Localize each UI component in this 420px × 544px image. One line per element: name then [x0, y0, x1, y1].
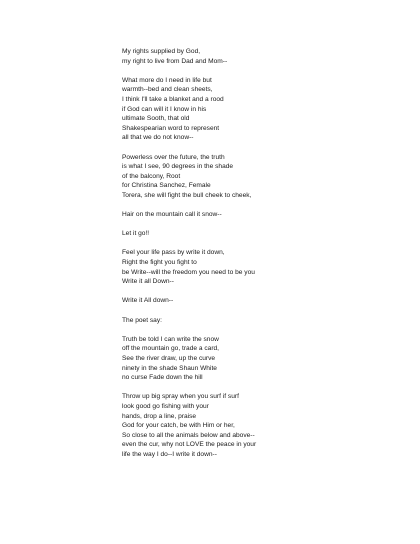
- stanza: [122, 392, 402, 459]
- poem-line: Feel your life pass by write it down,: [122, 249, 225, 257]
- stanza: [122, 229, 402, 239]
- poem-body: [122, 47, 402, 469]
- poem-line: I think I'll take a blanket and a rood: [122, 95, 224, 103]
- stanza: [122, 335, 402, 383]
- stanza: [122, 153, 402, 201]
- stanza: [122, 248, 402, 286]
- poem-line: My rights supplied by God,: [122, 48, 201, 55]
- poem-line: So close to all the animals below and above--: [122, 431, 255, 439]
- stanza: [122, 76, 402, 143]
- poem-line: Powerless over the future, the truth: [122, 153, 225, 161]
- poem-line: no curse Fade down the hill: [122, 374, 203, 382]
- poem-line: life the way I do--I write it down--: [122, 450, 217, 458]
- poem-line: if God can will it I know in his: [122, 105, 207, 113]
- poem-line: look good go fishing with your: [122, 402, 209, 410]
- poem-line: off the mountain go, trade a card,: [122, 345, 220, 353]
- stanza: [122, 296, 402, 306]
- poem-line: What more do I need in life but: [122, 76, 212, 84]
- poem-line: of the balcony, Root: [122, 172, 181, 180]
- poem-line: my right to live from Dad and Mom--: [122, 57, 228, 65]
- poem-line: ultimate Sooth, that old: [122, 115, 190, 123]
- poem-line: Torera, she will fight the bull cheek to cheek,: [122, 191, 252, 199]
- poem-line: be Write--will the freedom you need to be you: [122, 268, 255, 276]
- poem-line: God for your catch, be with Him or her,: [122, 422, 235, 430]
- poem-line: for Christina Sanchez, Female: [122, 182, 211, 190]
- poem-line: Let it go!!: [122, 230, 150, 238]
- stanza: [122, 316, 402, 326]
- poem-line: Right the fight you fight to: [122, 259, 197, 267]
- poem-line: Hair on the mountain call it snow--: [122, 211, 222, 219]
- poem-line: ninety in the shade Shaun White: [122, 364, 217, 372]
- stanza: [122, 210, 402, 220]
- poem-line: is what I see, 90 degrees in the shade: [122, 163, 234, 171]
- poem-line: hands, drop a line, praise: [122, 412, 197, 420]
- poem-line: Write it all Down--: [122, 278, 174, 286]
- poem-line: Truth be told I can write the snow: [122, 335, 219, 343]
- stanza: [122, 47, 402, 66]
- poem-line: Throw up big spray when you surf if surf: [122, 393, 239, 401]
- poem-line: all that we do not know--: [122, 134, 194, 142]
- poem-line: See the river draw, up the curve: [122, 355, 216, 362]
- poem-line: Shakespearian word to represent: [122, 124, 220, 132]
- poem-line: The poet say:: [122, 316, 162, 324]
- poem-line: Write it All down--: [122, 297, 174, 305]
- poem-line: even the cur, why not LOVE the peace in your: [122, 441, 257, 449]
- poem-line: warmth--bed and clean sheets,: [122, 86, 213, 94]
